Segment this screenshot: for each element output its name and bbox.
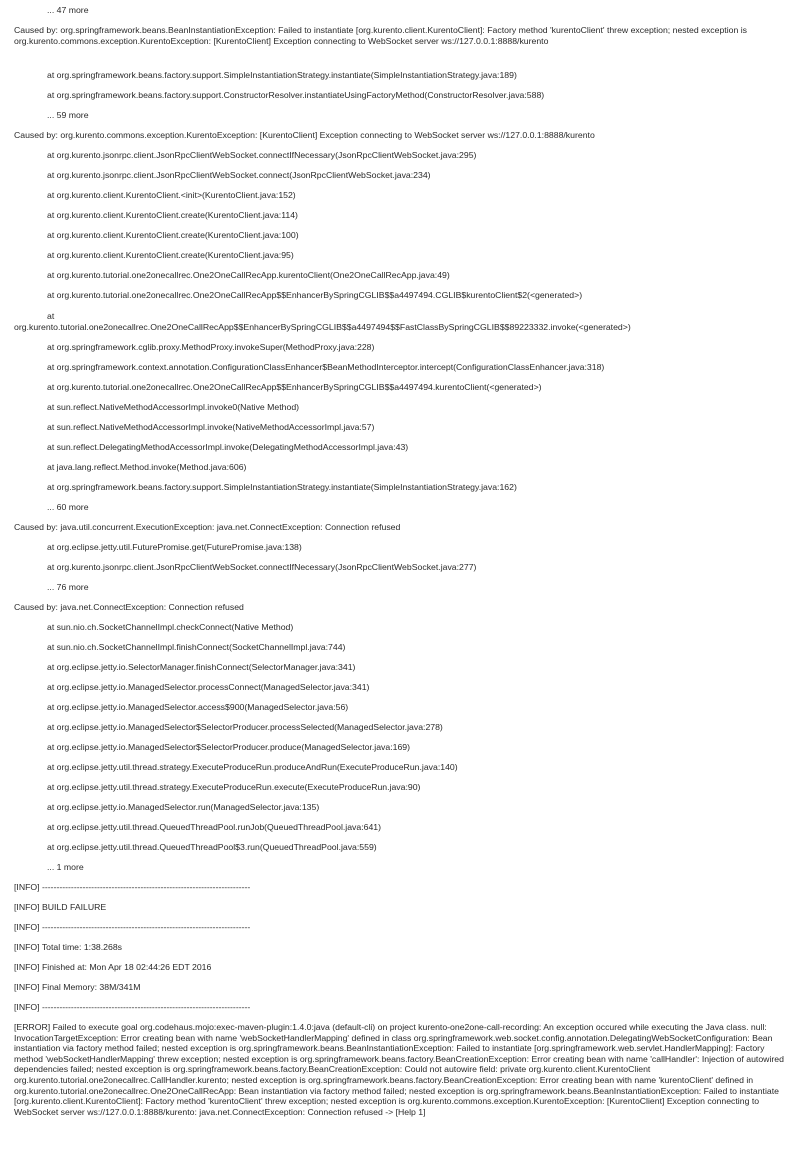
log-line: org.kurento.tutorial.one2onecallrec.One2OneCallRecApp$$EnhancerBySpringCGLIB$$a4497494$$FastClassBySpringCGLIB$$89223332.invoke(<generated>): [14, 322, 631, 332]
log-line: at sun.nio.ch.SocketChannelImpl.checkConnect(Native Method): [47, 622, 294, 632]
log-line: [ERROR] Failed to execute goal org.codehaus.mojo:exec-maven-plugin:1.4.0:java (default-cli) on project kurento-one2one-call-recording: An exception occured while executing the Java class. null: InvocationTargetException: Error creating bean with name 'webSocketHandlerMapping' defined in class org.springframework.web.socket.config.annotation.DelegatingWebSocketConfiguration: Bean instantiation via factory method failed; nested exception is org.springframework.beans.BeanInstantiationException: Failed to instantiate [org.springframework.web.servlet.HandlerMapping]: Factory method 'webSocketHandlerMapping' threw exception; nested exception is org.springframework.beans.factory.BeanCreationException: Error creating bean with name 'callHandler': Injection of autowired dependencies failed; nested exception is org.springframework.beans.factory.BeanCreationException: Could not autowire field: private org.kurento.client.KurentoClient org.kurento.tutorial.one2onecallrec.CallHandler.kurento; nested exception is org.springframework.beans.factory.BeanCreationException: Error creating bean with name 'kurentoClient' defined in org.kurento.tutorial.one2onecallrec.One2OneCallRecApp: Bean instantiation via factory method failed; nested exception is org.springframework.beans.BeanInstantiationException: Failed to instantiate [org.kurento.client.KurentoClient]: Factory method 'kurentoClient' threw exception; nested exception is org.kurento.commons.exception.KurentoException: [KurentoClient] Exception connecting to WebSocket server ws://127.0.0.1:8888/kurento: java.net.ConnectException: Connection refused -> [Help 1]: [14, 1022, 784, 1117]
log-line: at sun.reflect.NativeMethodAccessorImpl.invoke(NativeMethodAccessorImpl.java:57): [47, 422, 375, 432]
log-line: at org.eclipse.jetty.io.ManagedSelector$SelectorProducer.processSelected(ManagedSelector.java:278): [47, 722, 443, 732]
log-line: at org.kurento.jsonrpc.client.JsonRpcClientWebSocket.connectIfNecessary(JsonRpcClientWebSocket.java:277): [47, 562, 477, 572]
log-line: at org.springframework.beans.factory.support.ConstructorResolver.instantiateUsingFactoryMethod(ConstructorResolver.java:588): [47, 90, 545, 100]
log-line: at org.kurento.client.KurentoClient.create(KurentoClient.java:100): [47, 230, 299, 240]
log-line: at org.eclipse.jetty.util.thread.strategy.ExecuteProduceRun.execute(ExecuteProduceRun.java:90): [47, 782, 421, 792]
log-line: at org.eclipse.jetty.util.thread.QueuedThreadPool$3.run(QueuedThreadPool.java:559): [47, 842, 377, 852]
log-line: at org.eclipse.jetty.io.ManagedSelector.access$900(ManagedSelector.java:56): [47, 702, 349, 712]
log-line: ... 59 more: [47, 110, 89, 120]
log-line: at org.eclipse.jetty.util.FuturePromise.get(FuturePromise.java:138): [47, 542, 302, 552]
log-line: at sun.reflect.DelegatingMethodAccessorImpl.invoke(DelegatingMethodAccessorImpl.java:43): [47, 442, 409, 452]
log-line: at org.kurento.client.KurentoClient.<init>(KurentoClient.java:152): [47, 190, 296, 200]
log-line: at org.eclipse.jetty.util.thread.strategy.ExecuteProduceRun.produceAndRun(ExecuteProduceRun.java:140): [47, 762, 458, 772]
log-line: at org.kurento.client.KurentoClient.create(KurentoClient.java:114): [47, 210, 298, 220]
log-line: at java.lang.reflect.Method.invoke(Method.java:606): [47, 462, 247, 472]
log-line: Caused by: org.kurento.commons.exception.KurentoException: [KurentoClient] Exception connecting to WebSocket server ws://127.0.0.1:8888/kurento: [14, 130, 595, 140]
log-line: at org.eclipse.jetty.io.ManagedSelector.run(ManagedSelector.java:135): [47, 802, 320, 812]
log-line: ... 60 more: [47, 502, 89, 512]
log-line: at org.springframework.beans.factory.support.SimpleInstantiationStrategy.instantiate(SimpleInstantiationStrategy.java:162): [47, 482, 517, 492]
log-line: ... 1 more: [47, 862, 84, 872]
log-line: at org.kurento.tutorial.one2onecallrec.One2OneCallRecApp.kurentoClient(One2OneCallRecApp.java:49): [47, 270, 450, 280]
log-line: at org.eclipse.jetty.io.ManagedSelector.processConnect(ManagedSelector.java:341): [47, 682, 370, 692]
log-line: at org.kurento.tutorial.one2onecallrec.One2OneCallRecApp$$EnhancerBySpringCGLIB$$a4497494.CGLIB$kurentoClient$2(<generated>): [47, 290, 583, 300]
log-line: [INFO] ------------------------------------------------------------------------: [14, 882, 251, 892]
log-line: at org.eclipse.jetty.io.SelectorManager.finishConnect(SelectorManager.java:341): [47, 662, 356, 672]
log-line: Caused by: java.util.concurrent.ExecutionException: java.net.ConnectException: Connection refused: [14, 522, 401, 532]
log-line: [INFO] ------------------------------------------------------------------------: [14, 1002, 251, 1012]
log-line: at org.kurento.tutorial.one2onecallrec.One2OneCallRecApp$$EnhancerBySpringCGLIB$$a4497494.kurentoClient(<generated>): [47, 382, 542, 392]
log-line: at org.kurento.client.KurentoClient.create(KurentoClient.java:95): [47, 250, 294, 260]
log-line: at org.springframework.beans.factory.support.SimpleInstantiationStrategy.instantiate(SimpleInstantiationStrategy.java:189): [47, 70, 517, 80]
log-line: at org.eclipse.jetty.util.thread.QueuedThreadPool.runJob(QueuedThreadPool.java:641): [47, 822, 382, 832]
log-line: at: [47, 311, 55, 321]
log-line: [INFO] Final Memory: 38M/341M: [14, 982, 141, 992]
log-line: at org.kurento.jsonrpc.client.JsonRpcClientWebSocket.connectIfNecessary(JsonRpcClientWebSocket.java:295): [47, 150, 477, 160]
log-line: ... 47 more: [47, 5, 89, 15]
log-line: [INFO] Finished at: Mon Apr 18 02:44:26 EDT 2016: [14, 962, 212, 972]
log-line: Caused by: java.net.ConnectException: Connection refused: [14, 602, 244, 612]
log-line: Caused by: org.springframework.beans.BeanInstantiationException: Failed to instantiate [org.kurento.client.KurentoClient]: Factory method 'kurentoClient' threw exception; nested exception is org.kurento.commons.exception.KurentoException: [KurentoClient] Exception connecting to WebSocket server ws://127.0.0.1:8888/kurento: [14, 25, 747, 46]
log-line: at org.eclipse.jetty.io.ManagedSelector$SelectorProducer.produce(ManagedSelector.java:169): [47, 742, 410, 752]
log-line: at org.kurento.jsonrpc.client.JsonRpcClientWebSocket.connect(JsonRpcClientWebSocket.java:234): [47, 170, 431, 180]
log-line: at sun.reflect.NativeMethodAccessorImpl.invoke0(Native Method): [47, 402, 300, 412]
log-line: ... 76 more: [47, 582, 89, 592]
log-line: at org.springframework.cglib.proxy.MethodProxy.invokeSuper(MethodProxy.java:228): [47, 342, 375, 352]
log-line: at sun.nio.ch.SocketChannelImpl.finishConnect(SocketChannelImpl.java:744): [47, 642, 346, 652]
log-line: [INFO] BUILD FAILURE: [14, 902, 107, 912]
log-line: at org.springframework.context.annotation.ConfigurationClassEnhancer$BeanMethodInterceptor.intercept(ConfigurationClassEnhancer.java:318): [47, 362, 605, 372]
log-line: [INFO] Total time: 1:38.268s: [14, 942, 122, 952]
log-line: [INFO] ------------------------------------------------------------------------: [14, 922, 251, 932]
